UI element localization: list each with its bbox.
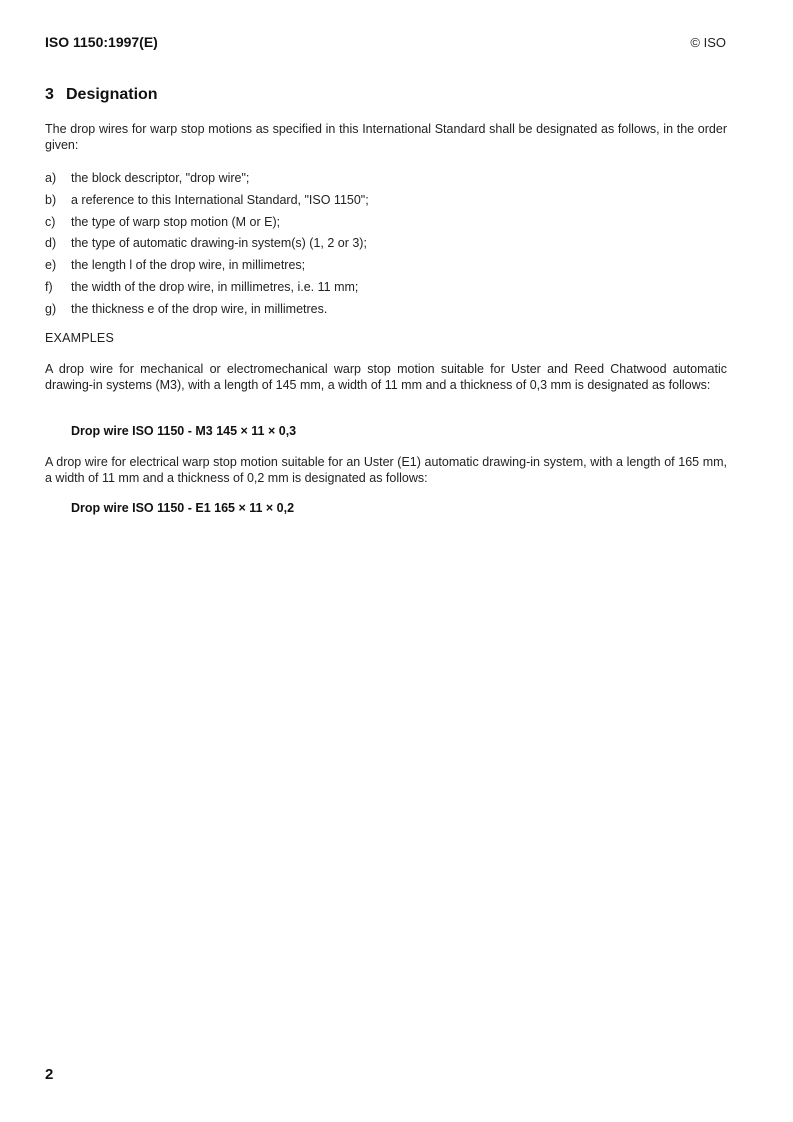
standard-id: ISO 1150:1997(E)	[45, 34, 158, 50]
list-item-text: the thickness e of the drop wire, in millimetres.	[71, 301, 328, 316]
section-heading	[45, 86, 158, 104]
examples-heading: EXAMPLES	[45, 331, 114, 345]
example-1-paragraph: A drop wire for mechanical or electromechanical warp stop motion suitable for Uster and Reed Chatwood automatic drawing-in systems (M3), with a length of 145 mm, a width of 11 mm and a thickness of 0,3 mm is designated as follows:	[45, 362, 727, 392]
list-item-letter: e)	[45, 258, 57, 273]
page-number: 2	[45, 1066, 54, 1083]
example-2-paragraph: A drop wire for electrical warp stop motion suitable for an Uster (E1) automatic drawing-in system, with a length of 165 mm, a width of 11 mm and a thickness of 0,2 mm is designated as follows:	[45, 455, 727, 485]
list-item-text: the length l of the drop wire, in millimetres;	[71, 258, 306, 273]
list-item-letter: g)	[45, 301, 57, 316]
list-item	[45, 301, 727, 323]
list-item	[45, 257, 727, 279]
list-item-text: the width of the drop wire, in millimetres, i.e. 11 mm;	[71, 279, 359, 294]
list-item-letter: d)	[45, 236, 57, 251]
copyright-notice: © ISO	[690, 35, 726, 50]
example-1-designation: Drop wire ISO 1150 - M3 145 × 11 × 0,3	[71, 424, 297, 438]
list-item	[45, 170, 727, 192]
intro-paragraph: The drop wires for warp stop motions as specified in this International Standard shall be designated as follows, in the order given:	[45, 122, 727, 152]
list-item-text: a reference to this International Standard, "ISO 1150";	[71, 192, 369, 207]
list-item	[45, 279, 727, 301]
list-item-text: the type of automatic drawing-in system(s) (1, 2 or 3);	[71, 236, 367, 251]
example-2-designation: Drop wire ISO 1150 - E1 165 × 11 × 0,2	[71, 501, 295, 515]
list-item-text: the type of warp stop motion (M or E);	[71, 214, 281, 229]
list-item-letter: c)	[45, 214, 56, 229]
list-item	[45, 235, 727, 257]
list-item-letter: b)	[45, 192, 57, 207]
list-item-letter: a)	[45, 171, 57, 185]
list-item	[45, 192, 727, 214]
section-title: Designation	[66, 86, 158, 103]
designation-list	[45, 170, 727, 323]
section-number: 3	[45, 86, 54, 103]
list-item	[45, 214, 727, 236]
list-item-text: the block descriptor, "drop wire";	[71, 171, 250, 185]
list-item-letter: f)	[45, 279, 53, 294]
